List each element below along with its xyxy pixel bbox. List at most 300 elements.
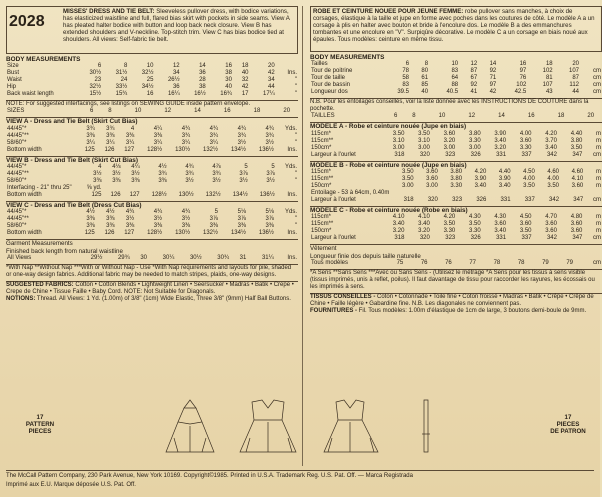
cell-value — [141, 185, 168, 192]
cell-value: 126 — [104, 146, 115, 153]
view-yardage-table — [310, 131, 602, 159]
cell-value — [487, 190, 511, 197]
row-label: Bottom width — [7, 191, 42, 198]
pattern-number: 2028 — [9, 13, 45, 30]
row-label: 44/45"** — [7, 170, 29, 177]
cell-value: 10 — [146, 63, 154, 70]
cell-value: 3⅜ — [125, 132, 135, 139]
cell-value — [168, 185, 195, 192]
cell-value: 4.30 — [469, 214, 481, 221]
cell-value: 4¾ — [181, 209, 191, 216]
row-label: 115cm** — [311, 221, 334, 228]
cell-value: 20 — [572, 61, 579, 68]
french-fabrics — [310, 293, 602, 315]
cell-value: 34 — [172, 70, 180, 77]
cell-value: 83 — [402, 82, 410, 89]
row-label: Size — [7, 63, 19, 70]
cell-value: 88 — [451, 82, 459, 89]
cell-value: 3¾ — [185, 170, 194, 177]
english-notions-text: Thread. All Views: 1 Yd. (1.00m) of 3/8" (1cm) Wide Elastic, Three 3/8" (9mm) Half Ball Buttons. — [36, 296, 291, 303]
cell-value: 5⅛ — [265, 209, 274, 216]
cell-value: m — [596, 130, 601, 137]
table-row — [6, 147, 298, 154]
cell-value: 3⅞ — [209, 216, 219, 223]
cell-value: m — [596, 176, 601, 183]
row-label: Bottom width — [7, 230, 42, 237]
cell-value: 6 — [393, 113, 398, 120]
table-row — [310, 197, 602, 204]
cell-value: 326 — [476, 197, 487, 204]
cell-value: 3.60 — [545, 221, 557, 228]
cell-value: 14 — [194, 108, 201, 115]
row-label: 115cm* — [311, 169, 331, 176]
cell-value: 8 — [108, 108, 112, 115]
row-label: Tour de bassin — [311, 82, 351, 89]
french-sizes-table — [310, 113, 602, 120]
cell-value: 3.60 — [519, 137, 532, 144]
cell-value: 5⅛ — [237, 209, 246, 216]
cell-value: 323 — [452, 197, 463, 204]
cell-value: 17 — [241, 91, 249, 98]
english-fabrics — [6, 281, 298, 303]
cell-value: 3.80 — [450, 169, 463, 176]
cell-value: m — [596, 183, 601, 190]
cell-value: 5 — [271, 163, 275, 170]
cell-value: Yds. — [284, 163, 297, 170]
view-block — [310, 161, 602, 204]
cell-value: 3.60 — [545, 228, 557, 235]
row-label: 58/60"* — [7, 223, 27, 230]
cell-value: cm — [593, 197, 601, 204]
cell-value: 18 — [253, 108, 261, 115]
cell-value: 4¼ — [153, 125, 163, 132]
cell-value: 125 — [91, 191, 102, 198]
cell-value: 3.60 — [443, 130, 456, 137]
cell-value: 29¾ — [117, 254, 130, 261]
table-row — [6, 133, 298, 140]
pattern-pieces-count-fr: 17 PIECES DE PATRON — [550, 414, 586, 435]
english-body-table — [6, 63, 298, 98]
cell-value: " — [294, 139, 297, 146]
cell-value: 32 — [241, 77, 249, 84]
cell-value: 112 — [569, 82, 579, 89]
cell-value: 3¾ — [212, 170, 221, 177]
cell-value: 318 — [394, 235, 405, 242]
row-label: Tour de poitrine — [311, 68, 353, 75]
cell-value: 3⅜ — [86, 223, 95, 230]
cell-value: 3.50 — [469, 221, 481, 228]
cell-value: 3¼ — [181, 139, 191, 146]
table-row — [6, 230, 298, 237]
cell-value: 38 — [225, 70, 232, 77]
cell-value — [249, 185, 276, 192]
cell-value — [584, 190, 602, 197]
cell-value: 130½ — [175, 230, 191, 237]
cell-value: 36 — [199, 70, 206, 77]
cell-value: 16¾ — [220, 91, 232, 98]
french-header-text: robe pullover sans manches, à choix de corsages, élastique à la taille et jupe en forme avec poches dans les coutures de côté. Le modèle A a un corsage à plis en halter avec bouton et bride à l'encolure dos. Le modèle B a des emmanchures tombantes et une encolure en "V". Surpiqûre décorative. Le modèle C a un corsage en biais noué aux épaules. Tous modèles: ceinture en même tissu. — [313, 8, 595, 44]
cell-value: 4¾ — [265, 125, 274, 132]
view-title: MODELE C - Robe et ceinture nouée (Robe en biais) — [310, 207, 468, 215]
row-label: Largeur à l'ourlet — [311, 197, 356, 204]
cell-value: 16 — [223, 108, 231, 115]
cell-value: cm — [593, 259, 601, 266]
view-a-sketch — [166, 400, 214, 452]
cell-value: 20 — [268, 63, 275, 70]
cell-value: 3¾ — [237, 132, 246, 139]
french-note: N.B. Pour les entoilages conseillés, voir la liste donnée avec les INSTRUCTIONS DE COUTURE dans la pochette. — [310, 98, 602, 113]
cell-value: 14 — [489, 61, 497, 68]
table-row — [6, 192, 298, 199]
cell-value: 24 — [120, 77, 128, 84]
french-nap-text: *A Sens **Sans Sens ***Avec ou Sans Sens - (Utilisez le métrage *A Sens pour les tissus à sens visible (tissus imprimés, unis à reflet, poilus). Il faut davantage de tissu pour raccorder les rayures, les écossais ou les imprimés à sens. — [310, 269, 602, 291]
row-label: Tous modèles — [311, 259, 349, 266]
cell-value: 3¼ — [209, 139, 219, 146]
view-block — [6, 117, 298, 153]
cell-value: 15½ — [89, 91, 102, 98]
cell-value: 331 — [496, 151, 507, 158]
table-row — [6, 185, 298, 192]
cell-value: 77 — [469, 259, 476, 266]
cell-value: 3½ — [181, 216, 191, 223]
cell-value: 42 — [241, 84, 249, 91]
cell-value: 15¾ — [115, 91, 128, 98]
cell-value: 134½ — [230, 146, 246, 153]
view-yardage-table — [6, 209, 298, 237]
row-label: SIZES — [7, 108, 25, 115]
view-title: MODELE A - Robe et ceinture nouée (Jupe en biais) — [310, 123, 467, 131]
cell-value — [195, 185, 222, 192]
row-label: Entoilage - 53 à 64cm, 0.40m — [311, 190, 390, 197]
french-notions-title: FOURNITURES - — [310, 308, 357, 315]
cell-value: 42 — [489, 89, 497, 96]
cell-value: 97 — [489, 82, 497, 89]
cell-value: 79 — [542, 259, 549, 266]
cell-value: 4¼ — [131, 163, 140, 170]
cell-value: 3⅜ — [153, 223, 163, 230]
cell-value: 3.20 — [443, 137, 456, 144]
cell-value: 5 — [244, 163, 248, 170]
cell-value: m — [596, 137, 601, 144]
cell-value: 3.80 — [469, 130, 481, 137]
cell-value: 44 — [572, 89, 579, 96]
english-fabrics-title: SUGGESTED FABRICS: — [6, 282, 74, 289]
cell-value: 34 — [268, 77, 275, 84]
cell-value: 127 — [129, 191, 140, 198]
cell-value: 4¾ — [181, 125, 191, 132]
cell-value: 3.30 — [519, 144, 532, 151]
row-label: 115cm** — [311, 176, 334, 183]
cell-value: 4 — [98, 163, 102, 170]
cell-value: 31 — [239, 254, 247, 261]
cell-value: 44 — [268, 84, 275, 91]
cell-value: 43 — [545, 89, 553, 96]
cell-value: 3.40 — [494, 228, 507, 235]
tie-belt-sketch — [422, 400, 430, 452]
cell-value: 4½ — [158, 163, 167, 170]
english-garment-sub: Finished back length from natural waistline — [6, 247, 123, 255]
view-b-sketch — [240, 400, 296, 452]
cell-value: 3.40 — [418, 221, 430, 228]
cell-value — [122, 185, 141, 192]
table-row — [6, 126, 298, 133]
cell-value: 3.30 — [469, 137, 481, 144]
cell-value: 134½ — [232, 191, 248, 198]
cell-value: 32½ — [141, 70, 154, 77]
cell-value: 128½ — [147, 230, 163, 237]
cell-value: 30¼ — [162, 254, 175, 261]
cell-value: 3.10 — [418, 137, 430, 144]
table-row — [6, 84, 298, 91]
cell-value: 20 — [283, 108, 291, 115]
cell-value: 85 — [421, 82, 429, 89]
row-label: Largeur à l'ourlet — [311, 151, 356, 158]
cell-value: 3⅜ — [209, 223, 219, 230]
cell-value: 67 — [470, 75, 478, 82]
cell-value: 342 — [546, 235, 557, 242]
cell-value — [439, 190, 463, 197]
table-row — [6, 140, 298, 147]
table-row — [310, 260, 602, 267]
cell-value: 18 — [545, 61, 553, 68]
cell-value: 30½ — [89, 70, 102, 77]
english-description — [63, 8, 295, 43]
cell-value: 3.20 — [392, 228, 405, 235]
row-label: All Views — [7, 254, 32, 261]
cell-value: 34½ — [141, 84, 154, 91]
row-label: 44/45"* — [7, 209, 27, 216]
cell-value: 323 — [445, 235, 456, 242]
cell-value: 326 — [470, 235, 481, 242]
cell-value: 3.60 — [426, 176, 438, 183]
view-yardage-table — [6, 164, 298, 199]
french-header — [310, 6, 602, 52]
table-row — [310, 138, 602, 145]
cell-value: 3.50 — [401, 169, 414, 176]
cell-value: 6 — [97, 63, 102, 70]
cell-value — [222, 185, 249, 192]
cell-value: 320 — [427, 197, 438, 204]
cell-value: m — [596, 144, 601, 151]
cell-value: cm — [593, 68, 601, 75]
view-title: VIEW C - Dress and Tie Belt (Dress Cut Bias) — [6, 201, 142, 209]
cell-value: 4.10 — [392, 214, 405, 221]
cell-value: 10 — [438, 113, 446, 120]
cell-value: 3.50 — [418, 130, 430, 137]
cell-value: 134½ — [230, 230, 246, 237]
cell-value: 26½ — [167, 77, 180, 84]
cell-value: 3½ — [212, 177, 221, 184]
french-garment-table — [310, 260, 602, 267]
cell-value: 4¾ — [125, 209, 135, 216]
cell-value: 17¼ — [263, 91, 275, 98]
cell-value: 4.10 — [571, 176, 584, 183]
cell-value: 3½ — [266, 177, 275, 184]
cell-value: 12 — [470, 61, 478, 68]
french-notions-text: Fil. Tous modèles: 1.00m d'élastique de 1cm de large, 3 boutons demi-boule de 9mm. — [358, 308, 587, 315]
table-row — [310, 169, 602, 176]
view-title: VIEW A - Dress and Tie Belt (Skirt Cut Bias) — [6, 118, 138, 126]
cell-value: 83 — [451, 68, 459, 75]
cell-value: " — [294, 170, 297, 177]
cell-value: 3.00 — [392, 144, 405, 151]
cell-value: 4¾ — [185, 163, 194, 170]
cell-value: 30½ — [189, 254, 202, 261]
cell-value: 16½ — [194, 91, 206, 98]
cell-value — [595, 113, 602, 120]
view-yardage-table — [310, 169, 602, 204]
cell-value: 16 — [527, 113, 535, 120]
table-row — [6, 164, 298, 171]
table-row — [310, 89, 602, 96]
cell-value: 3¾ — [106, 125, 115, 132]
cell-value: 4.50 — [523, 169, 535, 176]
cell-value: 3½ — [237, 139, 246, 146]
cell-value: 8 — [412, 113, 416, 120]
english-note: NOTE: For suggested interfacings, see listings on SEWING GUIDE inside pattern envelope. — [6, 100, 298, 108]
table-row — [310, 61, 602, 68]
cell-value: 320 — [419, 151, 430, 158]
table-row — [310, 131, 602, 138]
cell-value: 80 — [421, 68, 429, 75]
cell-value: " — [294, 132, 297, 139]
cell-value: 102 — [516, 82, 527, 89]
cell-value: cm — [593, 75, 601, 82]
cell-value: " — [294, 77, 297, 84]
cell-value: 3.40 — [545, 144, 557, 151]
view-block — [310, 206, 602, 242]
cell-value: 125 — [84, 146, 95, 153]
cell-value: 76 — [519, 75, 527, 82]
cell-value: 20 — [587, 113, 595, 120]
cell-value: 323 — [445, 151, 456, 158]
cell-value: 3.20 — [418, 228, 430, 235]
view-title: VIEW B - Dress and Tie Belt (Skirt Cut Bias) — [6, 156, 138, 164]
row-label: Waist — [7, 77, 22, 84]
cell-value: 36 — [172, 84, 180, 91]
cell-value: 92 — [489, 68, 497, 75]
french-views — [310, 122, 602, 242]
cell-value — [560, 190, 584, 197]
cell-value: 16¼ — [167, 91, 180, 98]
cell-value: 3½ — [153, 216, 163, 223]
row-label: Largeur à l'ourlet — [311, 235, 356, 242]
cell-value: ⅝ yd. — [86, 184, 102, 191]
cell-value: 3⅜ — [265, 223, 274, 230]
cell-value: " — [294, 84, 297, 91]
cell-value: 81 — [545, 75, 553, 82]
sketch-area — [6, 394, 594, 458]
cell-value: 4.20 — [443, 214, 456, 221]
cell-value: Yds. — [284, 209, 297, 216]
row-label: 58/60"* — [7, 177, 27, 184]
english-header — [6, 6, 298, 54]
cell-value: 32½ — [89, 84, 102, 91]
cell-value: 3⅜ — [237, 223, 246, 230]
cell-value: 3.50 — [523, 183, 535, 190]
pattern-pieces-count-en: 17 PATTERN PIECES — [25, 414, 55, 435]
row-label: 150cm* — [311, 183, 332, 190]
cell-value: 128½ — [147, 146, 163, 153]
cell-value — [463, 190, 487, 197]
row-label: Longueur dos — [311, 89, 348, 96]
cell-value: 126 — [104, 230, 115, 237]
english-header-title: MISSES' DRESS AND TIE BELT: — [63, 8, 155, 15]
table-row — [310, 113, 602, 120]
cell-value: 128½ — [151, 191, 167, 198]
cell-value: 3.00 — [418, 144, 430, 151]
cell-value: 40 — [241, 70, 249, 77]
cell-value: 87 — [572, 75, 579, 82]
cell-value: 3⅜ — [86, 216, 95, 223]
cell-value: m — [596, 221, 601, 228]
english-body-measurements-title: BODY MEASUREMENTS — [6, 56, 81, 63]
cell-value: 4¾ — [209, 125, 219, 132]
footer — [6, 470, 594, 487]
french-fabrics-text: Coton • Cotonnade • Toile fine • Coton froissé • Madras • Batik • Crêpe • Crêpe de Chine • Faille légère • Gabardine fine. N.B. Les diagonales ne conviennent pas. — [310, 294, 594, 308]
table-row — [6, 216, 298, 223]
cell-value: 3⅞ — [265, 216, 274, 223]
dress-sketches — [6, 394, 594, 458]
english-column — [6, 6, 298, 303]
cell-value: 132½ — [203, 230, 219, 237]
cell-value: Ins. — [287, 254, 297, 261]
cell-value: 337 — [521, 151, 532, 158]
row-label: TAILLES — [311, 113, 335, 120]
row-label: 44/45"** — [7, 216, 29, 223]
cell-value: 30 — [225, 77, 232, 84]
cell-value: 8 — [123, 63, 128, 70]
cell-value: 3.40 — [494, 137, 507, 144]
cell-value: 3.40 — [474, 183, 487, 190]
cell-value — [102, 185, 121, 192]
cell-value: 16 — [146, 91, 154, 98]
cell-value: 38 — [199, 84, 206, 91]
cell-value: 4.60 — [571, 169, 584, 176]
cell-value: 4½ — [106, 209, 115, 216]
cell-value: 3.90 — [494, 130, 507, 137]
cell-value: 42.5 — [514, 89, 527, 96]
row-label: Bottom width — [7, 146, 42, 153]
table-row — [310, 152, 602, 159]
table-row — [310, 190, 602, 197]
cell-value: 3⅜ — [86, 132, 95, 139]
cell-value: 3½ — [265, 139, 274, 146]
table-row — [6, 178, 298, 185]
cell-value: 14 — [498, 113, 505, 120]
cell-value: 3.30 — [469, 228, 481, 235]
cell-value: 3.60 — [426, 169, 438, 176]
view-block — [6, 201, 298, 237]
row-label: 44/45"** — [7, 132, 29, 139]
footer-copyright: The McCall Pattern Company, 230 Park Avenue, New York 10169. Copyright©1985. Printed in U.S.A. Trademark Reg. U.S. Pat. Off. — Marca Registrada — [6, 473, 413, 479]
cell-value: 4.60 — [547, 169, 560, 176]
cell-value: 3⅜ — [181, 223, 191, 230]
cell-value: 3.30 — [443, 228, 456, 235]
cell-value: 64 — [451, 75, 459, 82]
cell-value: 3.30 — [450, 183, 463, 190]
cell-value: 3.90 — [498, 176, 511, 183]
english-notions-title: NOTIONS: — [6, 296, 36, 303]
cell-value — [276, 63, 298, 70]
cell-value: Ins. — [287, 191, 297, 198]
row-label: Bust — [7, 70, 20, 77]
cell-value — [580, 61, 602, 68]
french-column — [310, 6, 602, 316]
cell-value: 4.70 — [545, 214, 557, 221]
cell-value: 3⅞ — [237, 216, 246, 223]
cell-value: 3.00 — [426, 183, 438, 190]
